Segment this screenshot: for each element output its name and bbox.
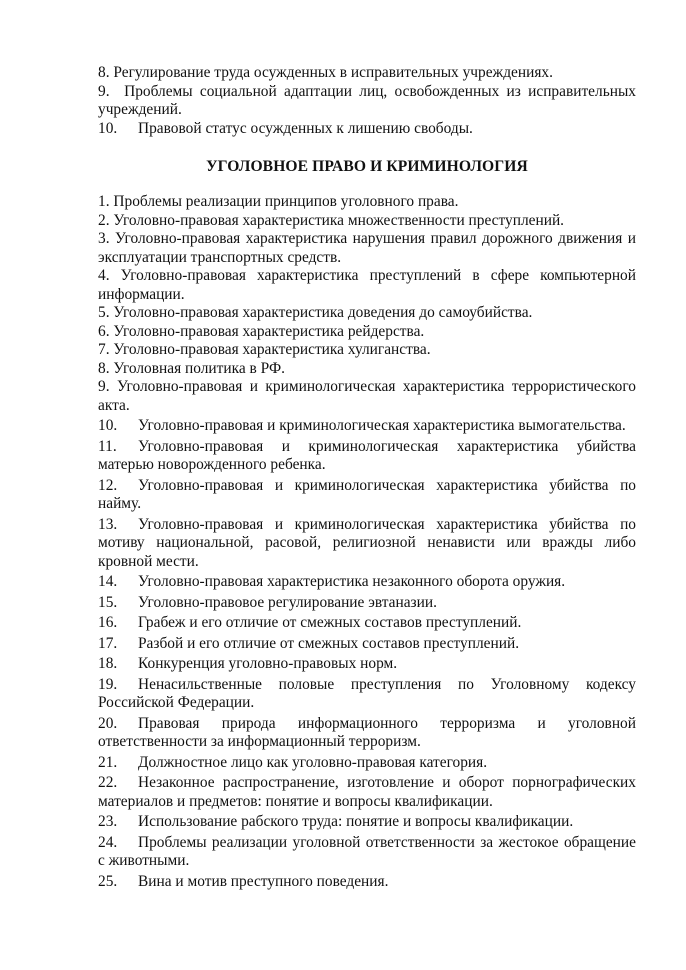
list-item (98, 323, 636, 342)
list-item (98, 834, 636, 871)
item-text: Вина и мотив преступного поведения. (138, 872, 389, 890)
item-text: Уголовно-правовая характеристика хулиганства. (113, 341, 431, 358)
item-text: Уголовно-правовое регулирование эвтаназии. (138, 593, 437, 611)
list-item (98, 230, 636, 267)
item-number: 25. (98, 872, 118, 890)
list-item (98, 635, 636, 654)
item-number: 18. (98, 655, 118, 672)
list-item (98, 614, 636, 633)
item-text: Правовой статус осужденных к лишению свободы. (138, 119, 473, 137)
list-item (98, 754, 636, 773)
item-text: Уголовно-правовая характеристика незаконного оборота оружия. (138, 573, 566, 590)
item-text: Уголовно-правовая характеристика нарушения правил дорожного движения и эксплуатации транспортных средств. (98, 230, 636, 266)
list-item (98, 304, 636, 323)
list-item (98, 774, 636, 811)
item-number: 1. (98, 193, 110, 210)
item-number: 19. (98, 675, 118, 693)
item-text: Незаконное распространение, изготовление и оборот порнографических материалов и предметов: понятие и вопросы квалификации. (98, 774, 636, 810)
item-number: 9. (98, 378, 110, 395)
item-number: 14. (98, 573, 118, 590)
list-item (98, 477, 636, 514)
list-item (98, 360, 636, 379)
list-item (98, 438, 636, 475)
item-number: 3. (98, 230, 110, 247)
item-number: 12. (98, 476, 118, 494)
item-number: 20. (98, 714, 118, 732)
item-text: Ненасильственные половые преступления по Уголовному кодексу Российской Федерации. (98, 675, 636, 711)
item-text: Правовая природа информационного терроризма и уголовной ответственности за информационный терроризм. (98, 714, 636, 750)
item-text: Уголовно-правовая и криминологическая характеристика вымогательства. (138, 417, 626, 434)
item-text: Грабеж и его отличие от смежных составов преступлений. (138, 614, 522, 631)
list-item (98, 813, 636, 832)
list-item (98, 83, 636, 120)
item-text: Уголовно-правовая характеристика преступлений в сфере компьютерной информации. (98, 267, 636, 303)
item-number: 10. (98, 119, 118, 137)
item-number: 8. (98, 359, 110, 377)
item-number: 21. (98, 753, 118, 771)
item-text: Уголовно-правовая характеристика множественности преступлений. (113, 211, 565, 229)
item-number: 8. (98, 64, 110, 81)
list-item (98, 120, 636, 139)
list-item (98, 417, 636, 436)
top-list (98, 64, 636, 138)
item-number: 23. (98, 813, 118, 830)
list-item (98, 873, 636, 892)
item-number: 10. (98, 417, 118, 434)
item-number: 17. (98, 634, 118, 652)
item-number: 4. (98, 267, 110, 284)
item-text: Уголовно-правовая и криминологическая характеристика убийства матерью новорожденного ребенка. (98, 437, 636, 473)
list-item (98, 573, 636, 592)
item-number: 5. (98, 304, 110, 321)
item-text: Разбой и его отличие от смежных составов преступлений. (138, 634, 520, 652)
list-item (98, 193, 636, 212)
item-number: 11. (98, 437, 117, 455)
list-item (98, 676, 636, 713)
topic-list (98, 193, 636, 891)
item-text: Уголовно-правовая характеристика рейдерства. (113, 322, 425, 340)
list-item (98, 267, 636, 304)
item-text: Использование рабского труда: понятие и вопросы квалификации. (138, 813, 574, 830)
item-text: Конкуренция уголовно-правовых норм. (138, 655, 398, 672)
item-text: Регулирование труда осужденных в исправительных учреждениях. (113, 64, 553, 81)
item-text: Должностное лицо как уголовно-правовая категория. (138, 753, 488, 771)
list-item (98, 378, 636, 415)
list-item (98, 655, 636, 674)
item-text: Проблемы реализации уголовной ответственности за жестокое обращение с животными. (98, 833, 636, 869)
item-text: Проблемы социальной адаптации лиц, освобожденных из исправительных учреждений. (98, 82, 636, 118)
list-item (98, 715, 636, 752)
item-text: Проблемы реализации принципов уголовного права. (113, 193, 459, 210)
section-title: УГОЛОВНОЕ ПРАВО И КРИМИНОЛОГИЯ (206, 158, 528, 175)
item-number: 9. (98, 82, 110, 100)
item-number: 2. (98, 211, 110, 229)
item-number: 13. (98, 515, 118, 533)
item-number: 15. (98, 593, 118, 611)
item-number: 16. (98, 614, 118, 631)
list-item (98, 341, 636, 360)
item-text: Уголовно-правовая и криминологическая характеристика убийства по найму. (98, 476, 636, 512)
item-text: Уголовная политика в РФ. (113, 359, 285, 377)
item-number: 7. (98, 341, 110, 358)
item-number: 22. (98, 774, 118, 791)
list-item (98, 516, 636, 572)
item-text: Уголовно-правовая и криминологическая характеристика террористического акта. (98, 378, 636, 414)
item-text: Уголовно-правовая характеристика доведения до самоубийства. (113, 304, 533, 321)
item-text: Уголовно-правовая и криминологическая характеристика убийства по мотиву национальной, расовой, религиозной ненависти или вражды либо кровной мести. (98, 515, 636, 570)
item-number: 6. (98, 322, 110, 340)
list-item (98, 212, 636, 231)
list-item (98, 64, 636, 83)
list-item (98, 594, 636, 613)
item-number: 24. (98, 833, 118, 851)
